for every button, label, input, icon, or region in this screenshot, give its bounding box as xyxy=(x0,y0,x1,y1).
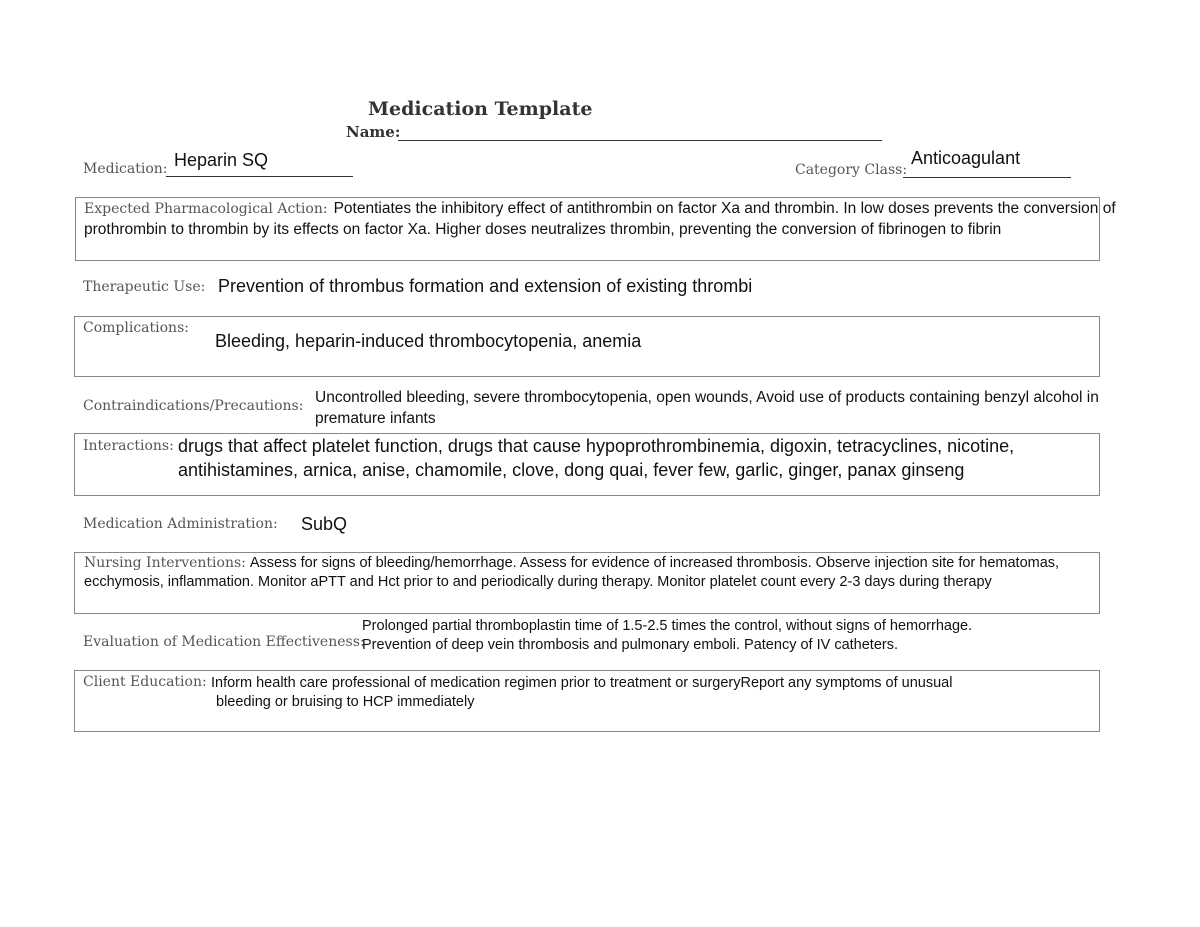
evaluation-value-line2: Prevention of deep vein thrombosis and pulmonary emboli. Patency of IV catheters. xyxy=(362,637,898,653)
nursing-interventions-section xyxy=(84,554,1084,591)
name-label: Name: xyxy=(346,123,401,141)
category-class-label: Category Class: xyxy=(795,162,908,178)
page-title: Medication Template xyxy=(368,98,593,120)
client-education-value-line2: bleeding or bruising to HCP immediately xyxy=(216,694,475,710)
complications-value: Bleeding, heparin-induced thrombocytopenia, anemia xyxy=(215,331,642,351)
administration-label: Medication Administration: xyxy=(83,516,278,532)
name-field-line xyxy=(398,140,882,141)
category-class-field-line xyxy=(903,177,1071,178)
contraindications-label: Contraindications/Precautions: xyxy=(83,398,304,414)
category-class-value: Anticoagulant xyxy=(911,148,1021,168)
medication-field-line xyxy=(166,176,353,177)
complications-label: Complications: xyxy=(83,320,189,336)
client-education-label: Client Education: xyxy=(83,674,207,690)
contraindications-value: Uncontrolled bleeding, severe thrombocytopenia, open wounds, Avoid use of products containing benzyl alcohol in premature infants xyxy=(315,389,1099,427)
therapeutic-use-label: Therapeutic Use: xyxy=(83,279,206,295)
interactions-value-line2: antihistamines, arnica, anise, chamomile, clove, dong quai, fever few, garlic, ginger, panax ginseng xyxy=(178,460,965,480)
evaluation-label: Evaluation of Medication Effectiveness: xyxy=(83,634,365,650)
therapeutic-use-value: Prevention of thrombus formation and extension of existing thrombi xyxy=(218,276,753,296)
interactions-value-line1: drugs that affect platelet function, drugs that cause hypoprothrombinemia, digoxin, tetracyclines, nicotine, xyxy=(178,436,1015,456)
expected-action-value: Potentiates the inhibitory effect of antithrombin on factor Xa and thrombin. In low doses prevents the conversion of prothrombin to thrombin by its effects on factor Xa. Higher doses neutralizes thrombin, preventing the conversion of fibrinogen to fibrin xyxy=(84,200,1116,238)
medication-label: Medication: xyxy=(83,161,168,177)
evaluation-value-line1: Prolonged partial thromboplastin time of 1.5-2.5 times the control, without signs of hemorrhage. xyxy=(362,618,973,634)
medication-value: Heparin SQ xyxy=(174,150,269,170)
administration-value: SubQ xyxy=(301,514,348,534)
expected-action-section xyxy=(84,199,1120,240)
interactions-label: Interactions: xyxy=(83,438,174,454)
nursing-interventions-label: Nursing Interventions: xyxy=(84,555,246,571)
client-education-value-line1: Inform health care professional of medication regimen prior to treatment or surgeryReport any symptoms of unusual xyxy=(211,675,953,691)
nursing-interventions-value: Assess for signs of bleeding/hemorrhage. Assess for evidence of increased thrombosis. Observe injection site for hematomas, ecchymosis, inflammation. Monitor aPTT and Hct prior to and periodically during therapy. Monitor platelet count every 2-3 days during therapy xyxy=(84,555,1060,590)
expected-action-label: Expected Pharmacological Action: xyxy=(84,201,328,217)
